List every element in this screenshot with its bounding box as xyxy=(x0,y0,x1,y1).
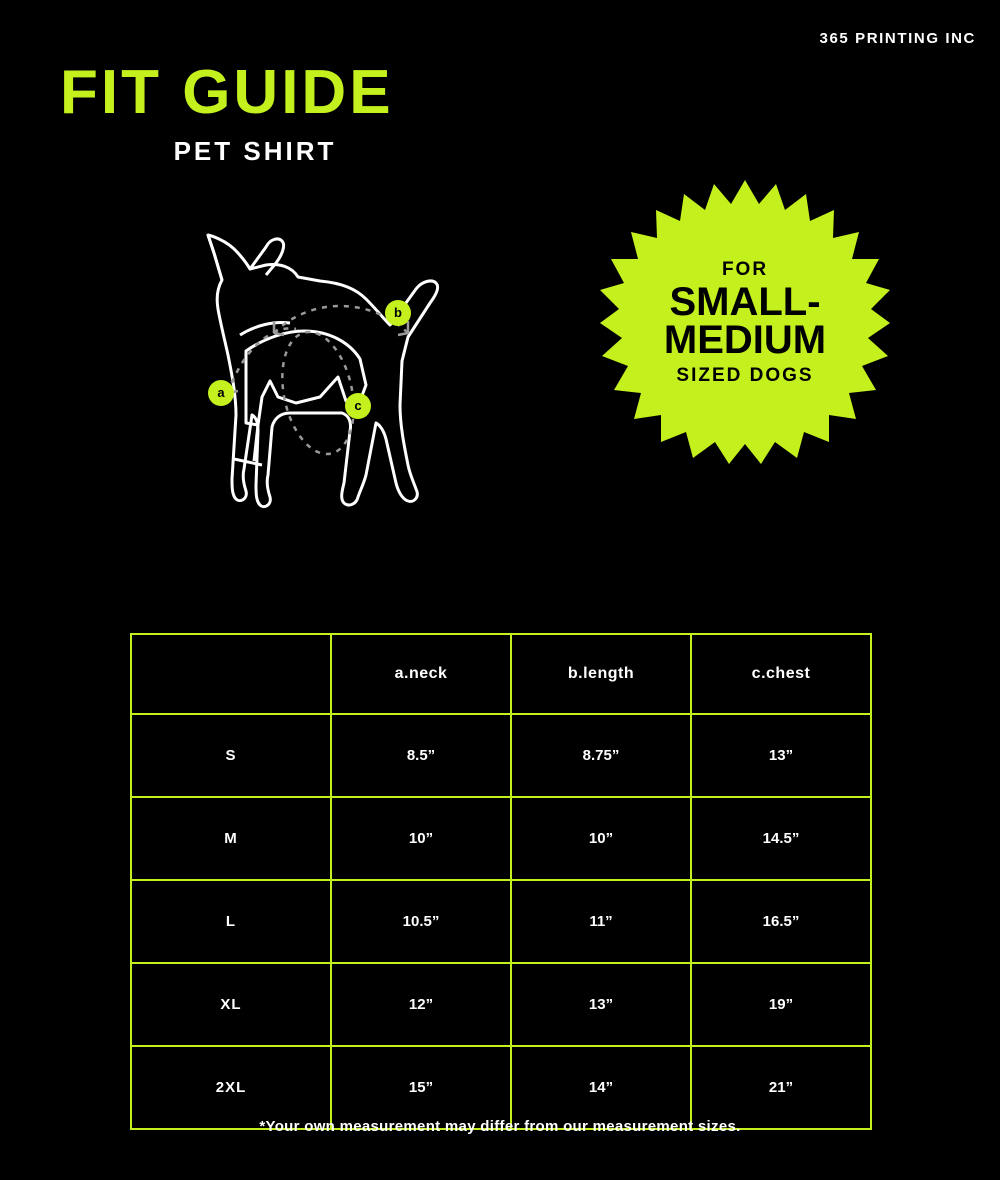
size-table-container xyxy=(130,633,872,1130)
badge-line-sized-dogs: SIZED DOGS xyxy=(676,365,814,386)
badge-line-small: SMALL- xyxy=(669,280,821,324)
badge-line-for: FOR xyxy=(721,259,769,280)
cell-neck: 15” xyxy=(331,1046,511,1129)
cell-length: 11” xyxy=(511,880,691,963)
marker-a-badge: a xyxy=(208,380,234,406)
header-chest: c.chest xyxy=(691,634,871,714)
marker-b-badge: b xyxy=(385,300,411,326)
cell-chest: 21” xyxy=(691,1046,871,1129)
size-table xyxy=(130,633,872,1130)
header-neck: a.neck xyxy=(331,634,511,714)
measurement-disclaimer: *Your own measurement may differ from our measurement sizes. xyxy=(259,1118,741,1135)
cell-neck: 12” xyxy=(331,963,511,1046)
cell-neck: 10.5” xyxy=(331,880,511,963)
cell-size: S xyxy=(131,714,331,797)
size-range-badge xyxy=(600,178,890,468)
cell-neck: 10” xyxy=(331,797,511,880)
cell-length: 13” xyxy=(511,963,691,1046)
table-row xyxy=(131,880,871,963)
table-row xyxy=(131,797,871,880)
dog-measurement-diagram xyxy=(170,225,530,545)
badge-text-block xyxy=(600,178,890,468)
badge-line-medium: MEDIUM xyxy=(663,318,827,362)
cell-size: M xyxy=(131,797,331,880)
cell-chest: 16.5” xyxy=(691,880,871,963)
marker-c-badge: c xyxy=(345,393,371,419)
cell-neck: 8.5” xyxy=(331,714,511,797)
cell-chest: 14.5” xyxy=(691,797,871,880)
cell-size: XL xyxy=(131,963,331,1046)
table-row xyxy=(131,963,871,1046)
table-row xyxy=(131,714,871,797)
page-title-block xyxy=(60,58,480,167)
cell-length: 14” xyxy=(511,1046,691,1129)
page-subtitle: PET SHIRT xyxy=(173,136,337,166)
cell-size: L xyxy=(131,880,331,963)
cell-chest: 19” xyxy=(691,963,871,1046)
page-title: FIT GUIDE xyxy=(60,58,394,127)
brand-name: 365 PRINTING INC xyxy=(819,30,976,47)
header-length: b.length xyxy=(511,634,691,714)
cell-length: 10” xyxy=(511,797,691,880)
cell-chest: 13” xyxy=(691,714,871,797)
table-header-row xyxy=(131,634,871,714)
cell-size: 2XL xyxy=(131,1046,331,1129)
table-row xyxy=(131,1046,871,1129)
cell-length: 8.75” xyxy=(511,714,691,797)
header-size xyxy=(131,634,331,714)
